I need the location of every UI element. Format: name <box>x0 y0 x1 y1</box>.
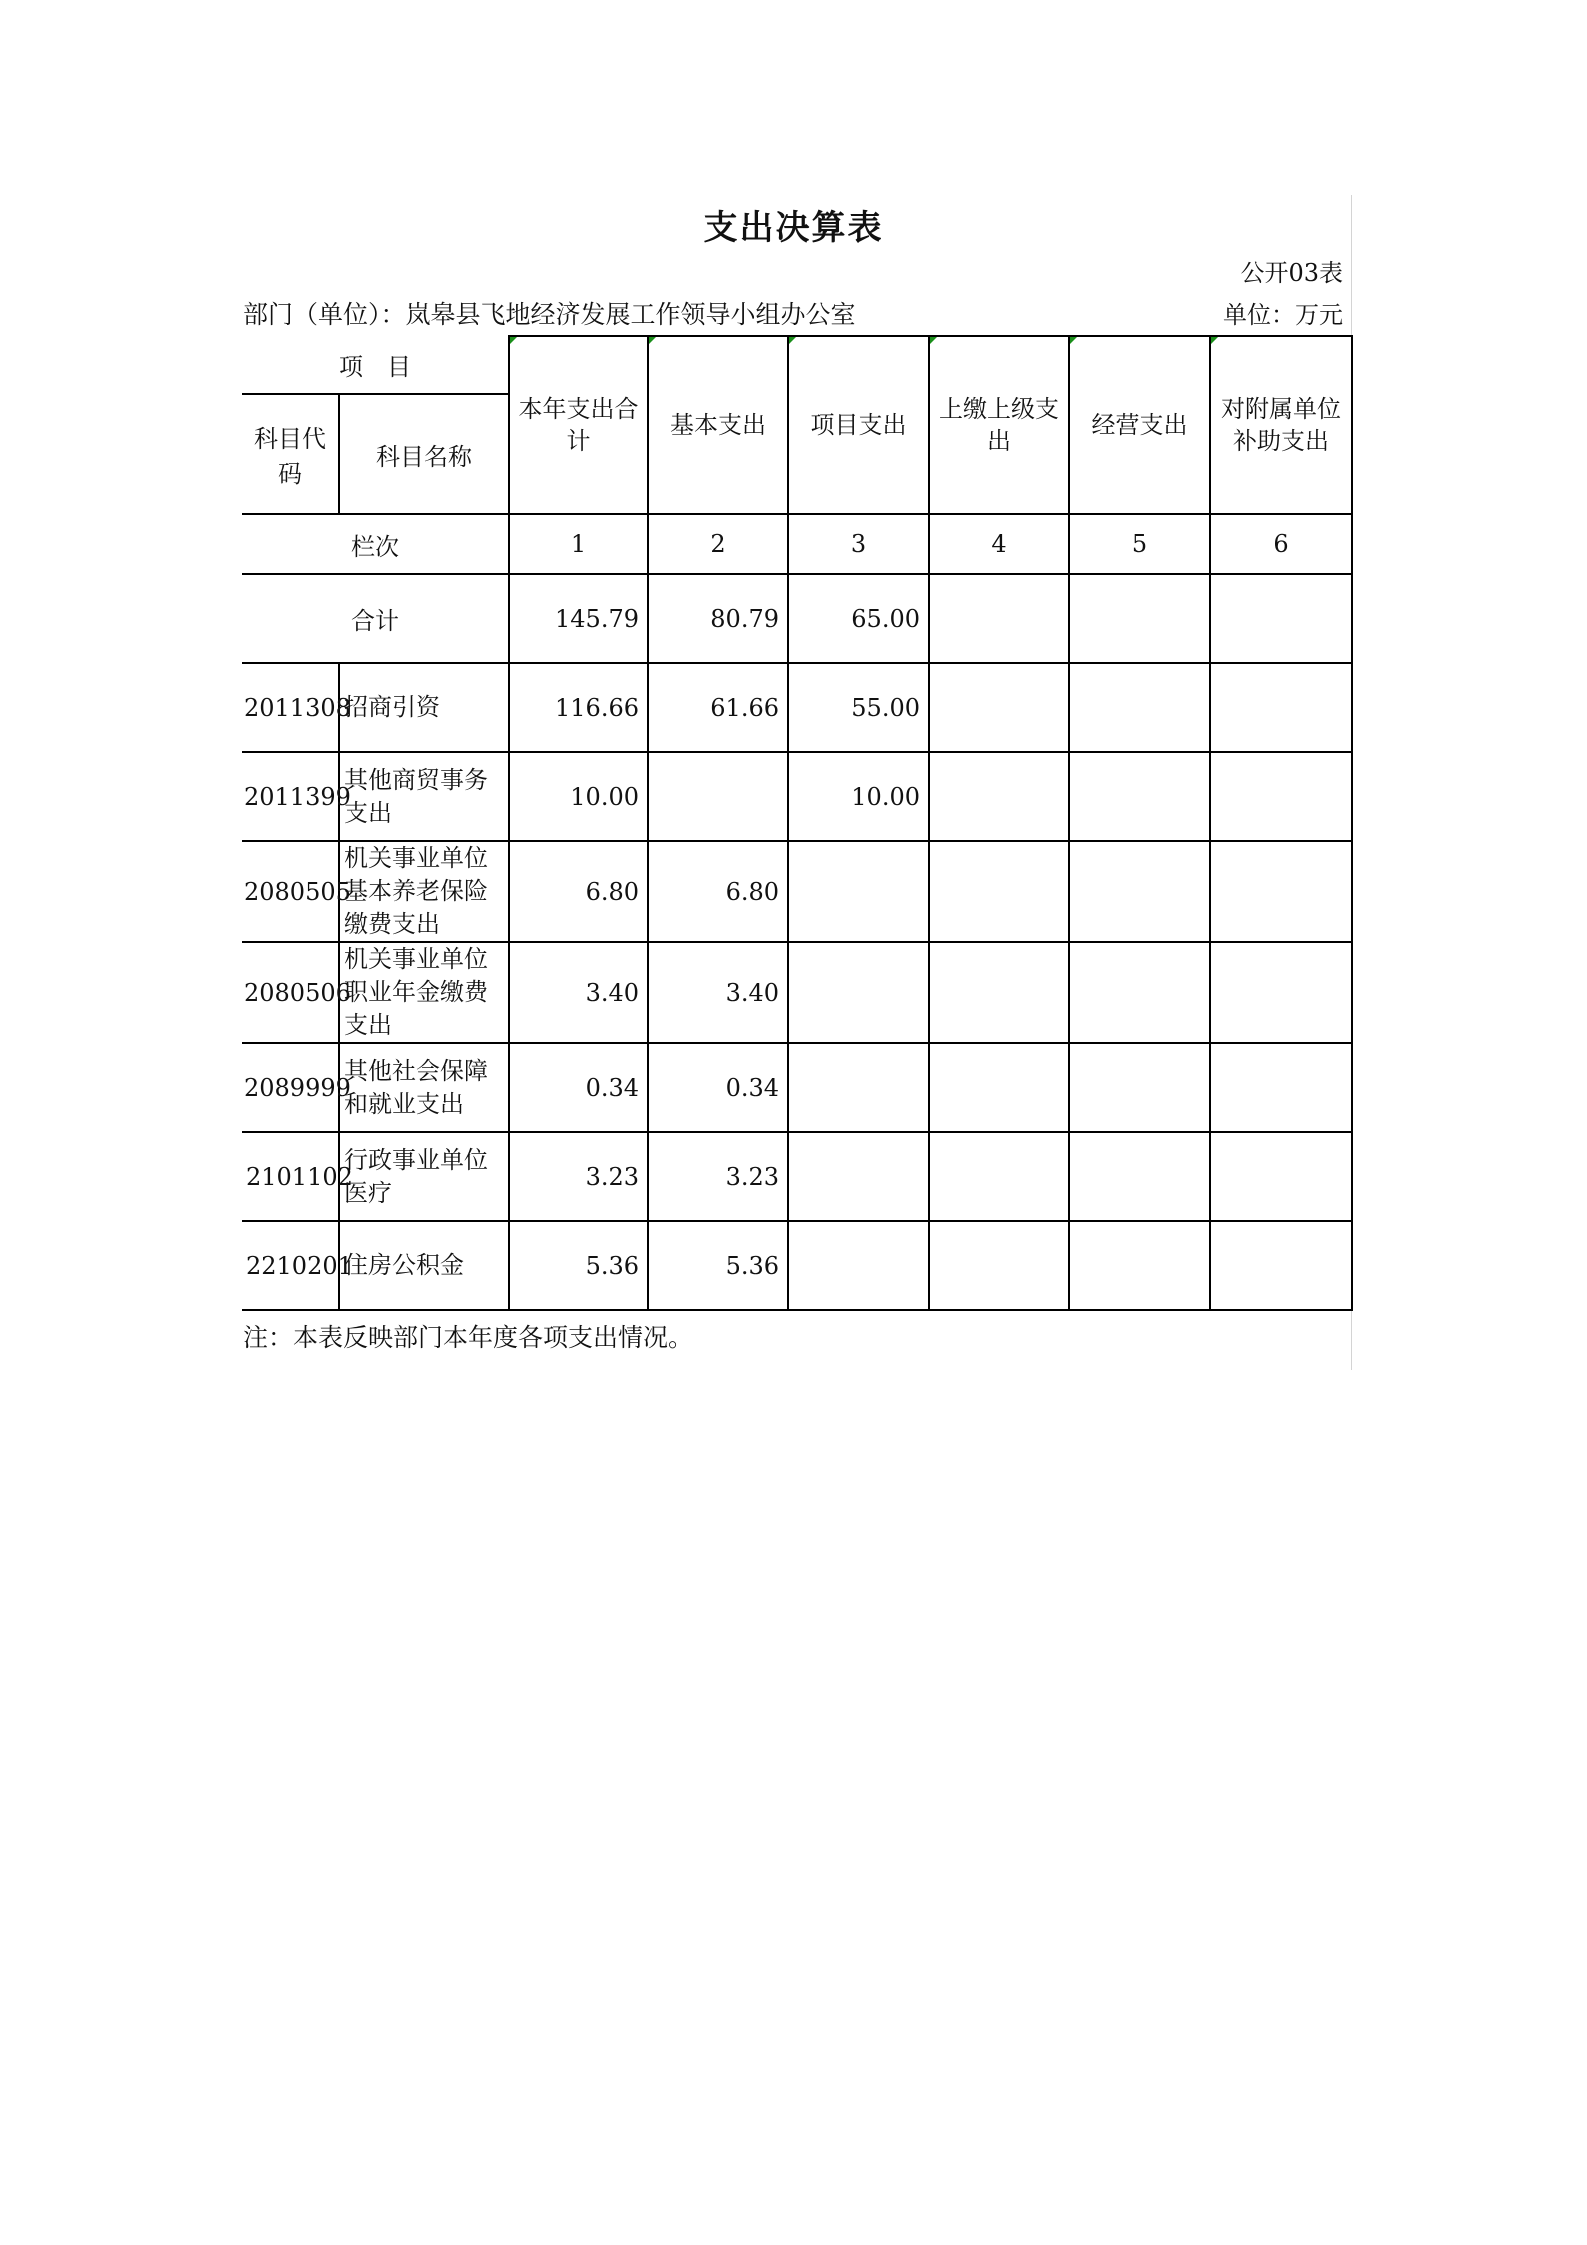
table-cell: 61.66 <box>648 663 788 752</box>
header-row <box>242 336 1352 394</box>
column-header: 基本支出 <box>648 336 788 514</box>
subject-name: 招商引资 <box>339 663 509 752</box>
subject-code: 2011399 <box>242 752 339 841</box>
table-cell <box>1069 1132 1210 1221</box>
table-cell <box>648 752 788 841</box>
table-row <box>242 752 1352 841</box>
column-number: 1 <box>509 514 648 574</box>
table-cell <box>929 663 1069 752</box>
column-header: 项目支出 <box>788 336 929 514</box>
table-cell: 10.00 <box>509 752 648 841</box>
table-row <box>242 1043 1352 1132</box>
expenditure-table <box>242 335 1353 1311</box>
table-body <box>242 336 1352 1310</box>
table-cell: 3.40 <box>509 942 648 1043</box>
subject-code: 2011308 <box>242 663 339 752</box>
subject-code: 2210201 <box>242 1221 339 1310</box>
table-cell: 145.79 <box>509 574 648 663</box>
table-cell <box>1069 1221 1210 1310</box>
table-cell <box>1210 1043 1352 1132</box>
table-cell <box>929 1043 1069 1132</box>
subject-name: 其他商贸事务支出 <box>339 752 509 841</box>
column-number: 6 <box>1210 514 1352 574</box>
subject-name: 行政事业单位医疗 <box>339 1132 509 1221</box>
table-cell <box>1210 752 1352 841</box>
subject-name: 机关事业单位职业年金缴费支出 <box>339 942 509 1043</box>
table-cell <box>929 841 1069 942</box>
table-cell: 80.79 <box>648 574 788 663</box>
table-cell <box>1210 841 1352 942</box>
table-cell: 6.80 <box>509 841 648 942</box>
table-cell: 5.36 <box>509 1221 648 1310</box>
total-label: 合计 <box>242 574 509 663</box>
group-header: 项 目 <box>242 336 509 394</box>
table-row <box>242 663 1352 752</box>
table-cell: 5.36 <box>648 1221 788 1310</box>
table-cell <box>788 942 929 1043</box>
table-cell <box>1069 1043 1210 1132</box>
table-cell: 116.66 <box>509 663 648 752</box>
subject-code: 2080506 <box>242 942 339 1043</box>
subject-code: 2080505 <box>242 841 339 942</box>
table-cell <box>788 1043 929 1132</box>
column-number: 3 <box>788 514 929 574</box>
table-cell <box>788 1132 929 1221</box>
table-cell <box>1069 663 1210 752</box>
table-cell: 6.80 <box>648 841 788 942</box>
table-cell: 3.23 <box>648 1132 788 1221</box>
page-title: 支出决算表 <box>703 208 884 248</box>
table-row <box>242 1132 1352 1221</box>
table-cell <box>929 1132 1069 1221</box>
subject-code: 2101102 <box>242 1132 339 1221</box>
table-cell <box>788 841 929 942</box>
table-cell: 3.40 <box>648 942 788 1043</box>
table-cell <box>1210 574 1352 663</box>
column-index-row <box>242 514 1352 574</box>
table-cell: 3.23 <box>509 1132 648 1221</box>
department-label: 部门（单位）：岚皋县飞地经济发展工作领导小组办公室 <box>243 300 856 329</box>
subject-name: 机关事业单位基本养老保险缴费支出 <box>339 841 509 942</box>
table-cell <box>929 752 1069 841</box>
table-cell <box>929 942 1069 1043</box>
table-cell <box>1069 752 1210 841</box>
table-row <box>242 841 1352 942</box>
table-cell <box>929 574 1069 663</box>
table-cell <box>929 1221 1069 1310</box>
column-header: 对附属单位补助支出 <box>1210 336 1352 514</box>
table-cell: 0.34 <box>509 1043 648 1132</box>
total-row <box>242 574 1352 663</box>
table-cell <box>1069 942 1210 1043</box>
subject-name: 住房公积金 <box>339 1221 509 1310</box>
table-cell: 65.00 <box>788 574 929 663</box>
column-header: 上缴上级支出 <box>929 336 1069 514</box>
table-cell <box>1069 841 1210 942</box>
unit-label: 单位：万元 <box>1223 301 1343 329</box>
table-cell <box>1210 663 1352 752</box>
subject-name: 其他社会保障和就业支出 <box>339 1043 509 1132</box>
name-header: 科目名称 <box>339 394 509 514</box>
table-cell <box>788 1221 929 1310</box>
table-cell: 55.00 <box>788 663 929 752</box>
column-header: 经营支出 <box>1069 336 1210 514</box>
code-header: 科目代码 <box>242 394 339 514</box>
subject-code: 2089999 <box>242 1043 339 1132</box>
table-row <box>242 942 1352 1043</box>
table-row <box>242 1221 1352 1310</box>
column-number: 4 <box>929 514 1069 574</box>
table-cell <box>1210 942 1352 1043</box>
column-number: 2 <box>648 514 788 574</box>
footnote: 注：本表反映部门本年度各项支出情况。 <box>243 1323 694 1352</box>
table-cell: 10.00 <box>788 752 929 841</box>
table-cell <box>1210 1221 1352 1310</box>
column-number: 5 <box>1069 514 1210 574</box>
table-cell <box>1069 574 1210 663</box>
table-cell <box>1210 1132 1352 1221</box>
column-index-label: 栏次 <box>242 514 509 574</box>
form-number: 公开03表 <box>1240 259 1343 287</box>
table-cell: 0.34 <box>648 1043 788 1132</box>
column-header: 本年支出合计 <box>509 336 648 514</box>
